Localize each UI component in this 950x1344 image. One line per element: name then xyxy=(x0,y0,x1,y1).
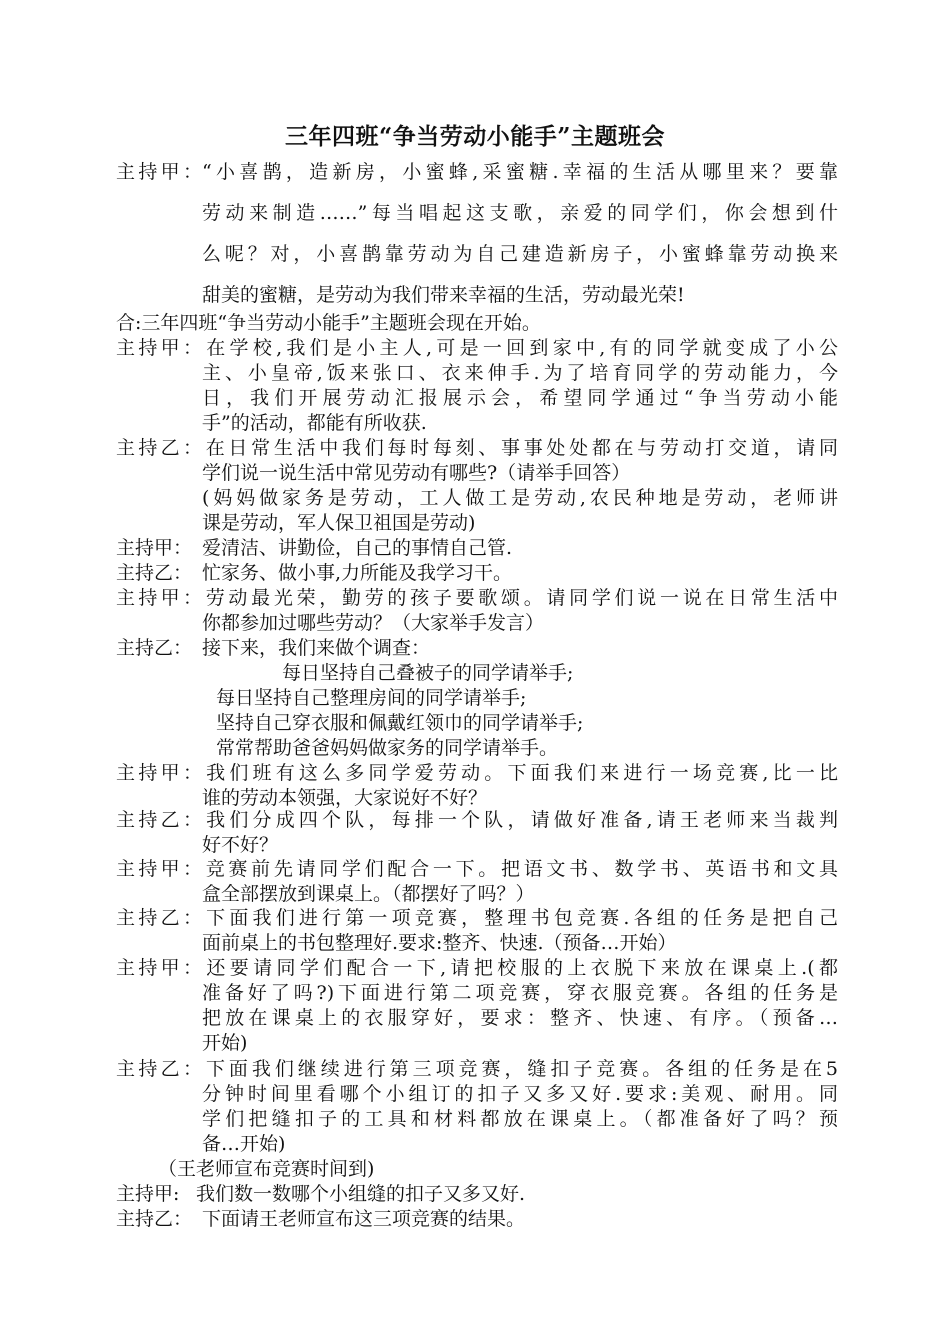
paragraph-host-b-3 xyxy=(116,636,838,761)
speaker-label: 主持甲： xyxy=(116,537,193,559)
text-line: 好不好？ xyxy=(202,834,279,856)
paragraph-host-b-2 xyxy=(116,561,838,586)
paragraph-host-a-2 xyxy=(116,536,838,561)
survey-item: 常常帮助爸爸妈妈做家务的同学请举手。 xyxy=(216,737,559,759)
speaker-label: 主持甲： xyxy=(116,337,202,359)
speaker-label: 主持甲: xyxy=(116,1183,180,1205)
text-line: 下面请王老师宣布这三项竞赛的结果。 xyxy=(202,1208,526,1230)
intro-line: 么呢？对，小喜鹊靠劳动为自己建造新房子，小蜜蜂靠劳动换来 xyxy=(202,243,838,265)
text-line: (妈妈做家务是劳动，工人做工是劳动,农民种地是劳动，老师讲 xyxy=(202,487,838,509)
text-line: 在日常生活中我们每时每刻、事事处处都在与劳动打交道，请同 xyxy=(202,437,838,459)
survey-item: 坚持自己穿衣服和佩戴红领巾的同学请举手; xyxy=(216,712,584,734)
text-line: 你都参加过哪些劳动？（大家举手发言） xyxy=(202,612,545,634)
opening-announcement xyxy=(116,311,838,336)
paragraph-host-b-1 xyxy=(116,436,838,536)
chorus-line: 合:三年四班“争当劳动小能手”主题班会现在开始。 xyxy=(116,312,541,334)
paragraph-host-b-5 xyxy=(116,906,838,956)
speaker-label: 主持乙： xyxy=(116,907,202,929)
paragraph-host-b-4 xyxy=(116,808,838,858)
speaker-label: 主持乙： xyxy=(116,1058,202,1080)
speaker-label: 主持乙： xyxy=(116,437,202,459)
text-line: 盒全部摆放到课桌上。（都摆好了吗？） xyxy=(202,883,535,905)
text-line: 我们班有这么多同学爱劳动。下面我们来进行一场竞赛,比一比 xyxy=(202,762,838,784)
text-line: 准备好了吗?)下面进行第二项竞赛，穿衣服竞赛。各组的任务是 xyxy=(202,982,838,1004)
text-line: 谁的劳动本领强，大家说好不好？ xyxy=(202,787,488,809)
note-line: （王老师宣布竞赛时间到) xyxy=(158,1158,375,1180)
survey-item: 每日坚持自己整理房间的同学请举手; xyxy=(216,687,527,709)
speaker-label: 主持甲： xyxy=(116,161,202,183)
paragraph-host-b-7 xyxy=(116,1207,838,1232)
text-line: 忙家务、做小事,力所能及我学习干。 xyxy=(202,562,513,584)
text-line: 手”的活动，都能有所收获. xyxy=(202,412,427,434)
paragraph-host-a-1 xyxy=(116,336,838,436)
text-line: 还要请同学们配合一下,请把校服的上衣脱下来放在课桌上.(都 xyxy=(202,957,838,979)
speaker-label: 主持甲： xyxy=(116,587,202,609)
intro-line: “小喜鹊，造新房，小蜜蜂,采蜜糖.幸福的生活从哪里来？要靠 xyxy=(202,161,838,183)
text-line: 分钟时间里看哪个小组订的扣子又多又好.要求:美观、耐用。同 xyxy=(202,1083,838,1105)
paragraph-host-a-4 xyxy=(116,761,838,811)
document-title: 三年四班“争当劳动小能手”主题班会 xyxy=(285,123,665,150)
text-line: 课是劳动，军人保卫祖国是劳动) xyxy=(202,512,476,534)
text-line: 日，我们开展劳动汇报展示会，希望同学通过“争当劳动小能 xyxy=(202,387,838,409)
speaker-label: 主持乙： xyxy=(116,637,193,659)
speaker-label: 主持甲： xyxy=(116,957,202,979)
text-line: 我们数一数哪个小组缝的扣子又多又好. xyxy=(196,1183,526,1205)
text-line: 劳动最光荣，勤劳的孩子要歌颂。请同学们说一说在日常生活中 xyxy=(202,587,838,609)
text-line: 面前桌上的书包整理好.要求:整齐、快速.（预备…开始） xyxy=(202,932,677,954)
speaker-label: 主持乙： xyxy=(116,1208,193,1230)
text-line: 把放在课桌上的衣服穿好，要求：整齐、快速、有序。（预备… xyxy=(202,1007,838,1029)
speaker-label: 主持甲： xyxy=(116,762,202,784)
intro-paragraph xyxy=(116,152,838,316)
text-line: 学们把缝扣子的工具和材料都放在课桌上。（都准备好了吗？预 xyxy=(202,1108,838,1130)
paragraph-host-b-6 xyxy=(116,1057,838,1157)
speaker-label: 主持甲： xyxy=(116,858,202,880)
text-line: 备…开始) xyxy=(202,1133,286,1155)
paragraph-host-a-3 xyxy=(116,586,838,636)
text-line: 竞赛前先请同学们配合一下。把语文书、数学书、英语书和文具 xyxy=(202,858,838,880)
paragraph-host-a-7 xyxy=(116,1182,838,1207)
text-line: 下面我们继续进行第三项竞赛，缝扣子竞赛。各组的任务是在5 xyxy=(202,1058,838,1080)
text-line: 学们说一说生活中常见劳动有哪些?（请举手回答） xyxy=(202,462,631,484)
text-line: 爱清洁、讲勤俭，自己的事情自己管. xyxy=(202,537,513,559)
paragraph-host-a-6 xyxy=(116,956,838,1056)
text-line: 开始) xyxy=(202,1032,248,1054)
stage-note xyxy=(116,1157,838,1182)
text-line: 我们分成四个队，每排一个队，请做好准备,请王老师来当裁判 xyxy=(202,809,838,831)
intro-line: 甜美的蜜糖，是劳动为我们带来幸福的生活，劳动最光荣! xyxy=(202,284,685,306)
intro-line: 劳动来制造……”每当唱起这支歌，亲爱的同学们，你会想到什 xyxy=(202,202,838,224)
paragraph-host-a-5 xyxy=(116,857,838,907)
text-line: 主、小皇帝,饭来张口、衣来伸手.为了培育同学的劳动能力，今 xyxy=(202,362,838,384)
text-line: 接下来，我们来做个调查： xyxy=(202,637,431,659)
text-line: 下面我们进行第一项竞赛，整理书包竞赛.各组的任务是把自己 xyxy=(202,907,838,929)
survey-item: 每日坚持自己叠被子的同学请举手; xyxy=(282,662,574,684)
speaker-label: 主持乙： xyxy=(116,809,202,831)
text-line: 在学校,我们是小主人,可是一回到家中,有的同学就变成了小公 xyxy=(202,337,838,359)
speaker-label: 主持乙： xyxy=(116,562,193,584)
